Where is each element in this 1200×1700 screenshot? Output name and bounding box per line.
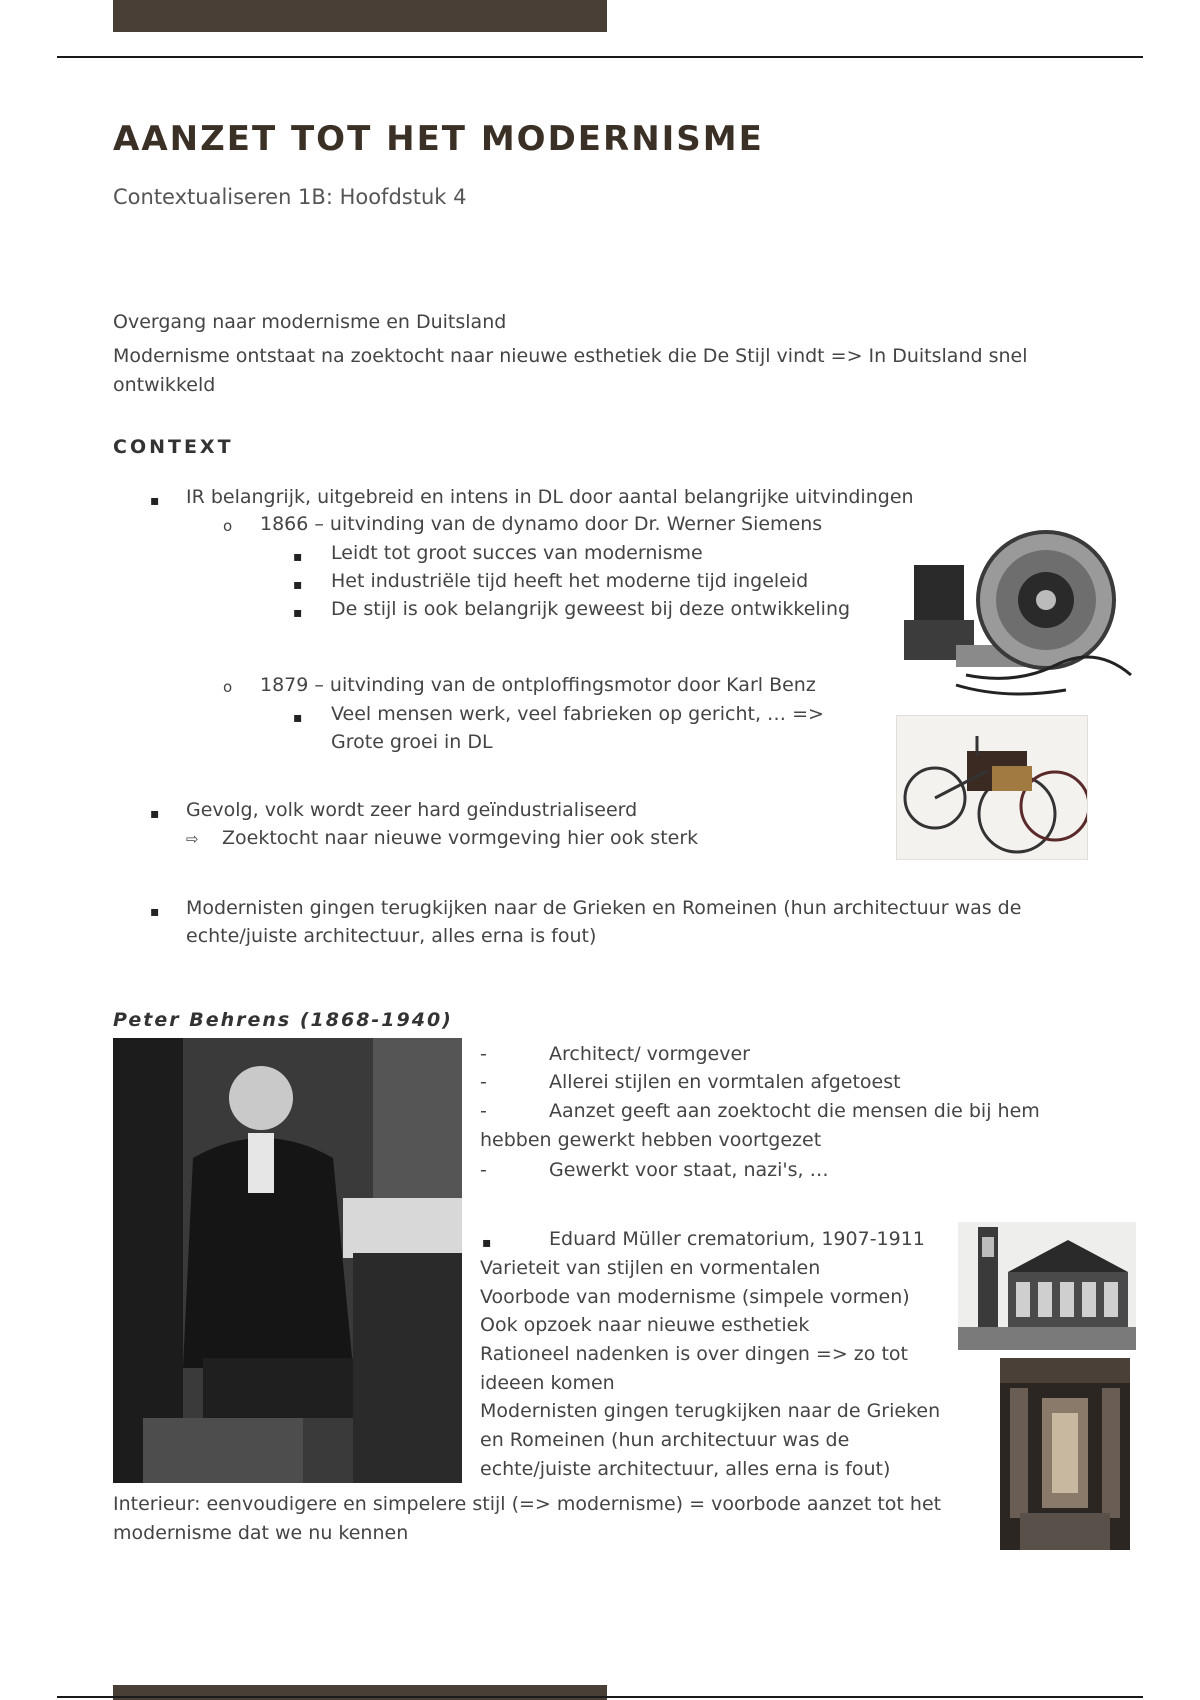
- benz-point-line-2: Grote groei in DL: [331, 731, 493, 753]
- crematorium-line: Rationeel nadenken is over dingen => zo tot: [480, 1343, 908, 1365]
- square-bullet: ▪: [482, 1235, 492, 1251]
- crematorium-line: en Romeinen (hun architectuur was de: [480, 1429, 850, 1451]
- crematorium-line: Voorbode van modernisme (simpele vormen): [480, 1286, 910, 1308]
- behrens-dash-1-text: Architect/ vormgever: [549, 1043, 750, 1065]
- footer-rule: [57, 1696, 1143, 1698]
- crematorium-line: Ook opzoek naar nieuwe esthetiek: [480, 1314, 810, 1336]
- context-sub-1879: 1879 – uitvinding van de ontploffingsmotor door Karl Benz: [260, 674, 816, 696]
- interior-line-2: modernisme dat we nu kennen: [113, 1522, 409, 1544]
- dash-glyph: -: [480, 1071, 487, 1093]
- context-sub-1866: 1866 – uitvinding van de dynamo door Dr. Werner Siemens: [260, 513, 823, 535]
- arrow-icon: ⇨: [186, 830, 199, 848]
- context-bullet-2-arrow: Zoektocht naar nieuwe vormgeving hier ook sterk: [222, 827, 699, 849]
- context-bullet-3-line-1: Modernisten gingen terugkijken naar de Grieken en Romeinen (hun architectuur was de: [186, 897, 1022, 919]
- behrens-heading: Peter Behrens (1868-1940): [113, 1009, 453, 1031]
- dynamo-point-3: De stijl is ook belangrijk geweest bij deze ontwikkeling: [331, 598, 851, 620]
- behrens-dash-4: [480, 1156, 1070, 1185]
- crematorium-line: ideeen komen: [480, 1372, 615, 1394]
- dash-glyph: -: [480, 1159, 487, 1181]
- page-subtitle: Contextualiseren 1B: Hoofdstuk 4: [113, 185, 467, 209]
- circle-bullet: o: [223, 678, 233, 696]
- square-bullet: ▪: [293, 710, 303, 726]
- context-bullet-3-line-2: echte/juiste architectuur, alles erna is fout): [186, 925, 597, 947]
- dynamo-point-1: Leidt tot groot succes van modernisme: [331, 542, 703, 564]
- square-bullet: ▪: [293, 577, 303, 593]
- interior-line-1: Interieur: eenvoudigere en simpelere stijl (=> modernisme) = voorbode aanzet tot het: [113, 1493, 942, 1515]
- crematorium-line: echte/juiste architectuur, alles erna is fout): [480, 1458, 891, 1480]
- square-bullet: ▪: [150, 806, 160, 822]
- behrens-dash-1: [480, 1040, 1070, 1069]
- dash-glyph: -: [480, 1043, 487, 1065]
- behrens-dash-4-text: Gewerkt voor staat, nazi's, …: [549, 1159, 829, 1181]
- square-bullet: ▪: [150, 904, 160, 920]
- square-bullet: ▪: [293, 549, 303, 565]
- circle-bullet: o: [223, 517, 233, 535]
- behrens-dash-2: [480, 1068, 1070, 1097]
- crematorium-title: Eduard Müller crematorium, 1907-1911: [549, 1228, 925, 1250]
- intro-heading-line: Overgang naar modernisme en Duitsland: [113, 311, 507, 333]
- context-bullet-2: Gevolg, volk wordt zeer hard geïndustrialiseerd: [186, 799, 638, 821]
- behrens-portrait-image: [113, 1038, 462, 1483]
- dynamo-point-2: Het industriële tijd heeft het moderne tijd ingeleid: [331, 570, 809, 592]
- header-rule: [57, 56, 1143, 58]
- benz-car-image: [896, 715, 1088, 860]
- page-title: AANZET TOT HET MODERNISME: [113, 119, 764, 159]
- crematorium-building-image: [958, 1222, 1136, 1350]
- behrens-dash-3-continuation: hebben gewerkt hebben voortgezet: [480, 1129, 822, 1151]
- dynamo-image: [896, 525, 1136, 705]
- benz-point-line-1: Veel mensen werk, veel fabrieken op gericht, … =>: [331, 703, 824, 725]
- crematorium-line: Varieteit van stijlen en vormentalen: [480, 1257, 821, 1279]
- behrens-dash-2-text: Allerei stijlen en vormtalen afgetoest: [549, 1071, 901, 1093]
- context-heading: CONTEXT: [113, 436, 234, 458]
- crematorium-line: Modernisten gingen terugkijken naar de Grieken: [480, 1400, 941, 1422]
- intro-paragraph: Modernisme ontstaat na zoektocht naar nieuwe esthetiek die De Stijl vindt => In Duitsland snel ontwikkeld: [113, 345, 1028, 396]
- header-bar: [113, 0, 607, 32]
- square-bullet: ▪: [150, 493, 160, 509]
- square-bullet: ▪: [293, 605, 303, 621]
- crematorium-interior-image: [1000, 1358, 1130, 1550]
- behrens-dash-3: [480, 1097, 1070, 1126]
- context-bullet-1: IR belangrijk, uitgebreid en intens in DL door aantal belangrijke uitvindingen: [186, 486, 914, 508]
- dash-glyph: -: [480, 1100, 487, 1122]
- behrens-dash-3-text: Aanzet geeft aan zoektocht die mensen die bij hem: [549, 1100, 1040, 1122]
